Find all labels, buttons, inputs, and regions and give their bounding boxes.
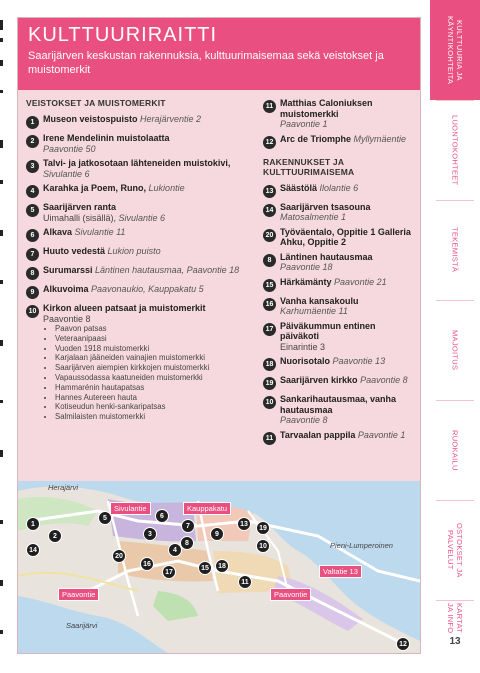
number-marker: 2	[26, 135, 39, 148]
monument-list-item: • Karjalaan jääneiden vainajien muistomerkki	[55, 353, 209, 363]
item-name: Surumarssi	[43, 265, 93, 275]
item-text	[280, 356, 385, 367]
sidebar-tab-label: KARTAT JA INFO	[446, 602, 464, 634]
number-marker: 12	[263, 136, 276, 149]
building-item[interactable]	[263, 394, 415, 426]
sidebar-tab-label: MAJOITUS	[450, 329, 460, 371]
item-name: Tarvaalan pappila	[280, 429, 356, 440]
sidebar-tab[interactable]	[430, 300, 480, 400]
section-title-buildings: RAKENNUKSET JA KULTTUURIMAISEMA	[263, 156, 355, 177]
item-address: Sivulantie 11	[74, 227, 126, 237]
item-address: Läntinen hautausmaa, Paavontie 18	[95, 265, 240, 275]
item-text	[43, 284, 204, 295]
page-header	[18, 18, 420, 90]
number-marker: 16	[263, 298, 276, 311]
map-pin[interactable]: 3	[143, 527, 157, 541]
number-marker: 10	[263, 396, 276, 409]
item-name: Matthias Caloniuksen muistomerkki	[280, 98, 373, 119]
sidebar-tab[interactable]	[430, 200, 480, 300]
building-item[interactable]	[263, 356, 415, 371]
map-pin[interactable]: 16	[140, 557, 154, 571]
building-item[interactable]	[263, 375, 415, 390]
item-name: Läntinen hautausmaa	[280, 251, 373, 262]
map-pin[interactable]: 4	[168, 543, 182, 557]
map-tag-kauppakatu: Kauppakatu	[183, 502, 231, 515]
map-pin[interactable]: 18	[215, 559, 229, 573]
item-address: Paavontie 1	[357, 429, 406, 440]
monument-list-item: • Hannes Autereen hauta	[55, 393, 209, 403]
number-marker: 20	[263, 229, 276, 242]
number-marker: 10	[26, 305, 39, 318]
section-sidebar	[430, 0, 480, 673]
item-note: Uimahalli (sisällä),	[43, 212, 117, 223]
monument-list-item: • Saarijärven aiempien kirkkojen muistomerkki	[55, 363, 209, 373]
monument-list-item: • Veteraanipaasi	[55, 334, 209, 344]
item-name: Kirkon alueen patsaat ja muistomerkit	[43, 303, 206, 313]
number-marker: 17	[263, 323, 276, 336]
page-subtitle: Saarijärven keskustan rakennuksia, kulttuurimaisemaa sekä veistokset ja muistomerkit	[28, 50, 384, 76]
building-item[interactable]	[263, 277, 415, 292]
sidebar-tab-label: OSTOKSET JA PALVELUT	[446, 522, 464, 578]
number-marker: 18	[263, 358, 276, 371]
sculpture-item[interactable]	[26, 265, 266, 280]
number-marker: 11	[263, 432, 276, 445]
building-item[interactable]	[263, 321, 415, 353]
building-item[interactable]	[263, 296, 415, 317]
section-title-sculptures: VEISTOKSET JA MUISTOMERKIT	[26, 98, 166, 108]
culture-trail-card	[17, 17, 421, 654]
item-text	[280, 98, 415, 130]
sculpture-list-continued	[263, 98, 415, 149]
item-address: Lukiontie	[148, 183, 185, 193]
map-label-saarijarvi: Saarijärvi	[66, 621, 98, 630]
tab-divider	[436, 400, 474, 401]
item-text	[43, 133, 170, 154]
item-text	[43, 114, 201, 125]
item-name: Irene Mendelinin muistolaatta	[43, 133, 170, 143]
map-label-herajarvi: Herajärvi	[48, 483, 79, 492]
item-text	[280, 394, 415, 426]
item-text	[280, 202, 415, 223]
sculpture-item[interactable]	[26, 284, 266, 299]
sidebar-tab[interactable]	[430, 100, 480, 200]
sculpture-item[interactable]	[263, 98, 415, 130]
item-name: Alkava	[43, 227, 73, 237]
map-tag-sivulantie: Sivulantie	[110, 502, 151, 515]
map-pin[interactable]: 11	[238, 575, 252, 589]
item-name: Arc de Triomphe	[280, 133, 352, 144]
item-text	[280, 277, 387, 288]
item-name: Saarijärven tsasouna	[280, 201, 371, 212]
building-item[interactable]	[263, 202, 415, 223]
map-label-pieni-lumperoinen: Pieni-Lumperoinen	[330, 541, 393, 550]
item-text	[280, 296, 415, 317]
sculpture-item[interactable]	[26, 114, 266, 129]
sculpture-item[interactable]	[26, 158, 266, 179]
map-pin[interactable]: 14	[26, 543, 40, 557]
item-note: Paavontie 8	[43, 313, 91, 324]
item-address: Paavontie 21	[334, 276, 387, 287]
item-name: Härkämänty	[280, 276, 332, 287]
map-pin[interactable]: 17	[162, 565, 176, 579]
right-column	[263, 98, 415, 449]
sidebar-tab[interactable]	[430, 500, 480, 600]
sculpture-item[interactable]	[263, 134, 415, 149]
item-name: Talvi- ja jatkosotaan lähteneiden muistokivi,	[43, 158, 231, 168]
item-text	[43, 183, 185, 194]
item-address: Sivulantie 6	[43, 168, 90, 179]
item-address: Ilolantie 6	[319, 182, 359, 193]
map-pin[interactable]: 20	[112, 549, 126, 563]
item-text	[43, 202, 165, 223]
tab-divider	[436, 100, 474, 101]
item-name: Alkuvoima	[43, 284, 89, 294]
item-address: Paavontie 18	[280, 262, 333, 272]
monument-list-item: • Vuoden 1918 muistomerkki	[55, 344, 209, 354]
number-marker: 7	[26, 248, 39, 261]
tab-divider	[436, 200, 474, 201]
map-pin[interactable]: 1	[26, 517, 40, 531]
monument-list-item: • Hammarénin hautapatsas	[55, 383, 209, 393]
item-text	[280, 321, 415, 353]
monument-list-item: • Kotiseudun henki-sankaripatsas	[55, 402, 209, 412]
sculpture-item[interactable]	[26, 303, 266, 422]
item-address: Paavontie 13	[332, 356, 386, 366]
map-pin[interactable]: 2	[48, 529, 62, 543]
number-marker: 6	[26, 229, 39, 242]
item-name: Museon veistospuisto	[43, 114, 138, 124]
sidebar-tab-label: TEKEMISTÄ	[450, 227, 460, 273]
map-pin[interactable]: 5	[98, 511, 112, 525]
sculpture-item[interactable]	[26, 183, 266, 198]
item-text	[280, 430, 405, 441]
building-item[interactable]	[263, 227, 415, 248]
map-pin[interactable]: 7	[181, 519, 195, 533]
item-address: Paavontie 8	[280, 415, 328, 425]
item-text	[43, 227, 125, 238]
sculpture-item[interactable]	[26, 246, 266, 261]
item-address: Herajärventie 2	[140, 114, 202, 124]
left-column	[26, 98, 266, 426]
map-pin[interactable]: 8	[180, 536, 194, 550]
number-marker: 5	[26, 204, 39, 217]
sidebar-tab[interactable]	[430, 0, 480, 100]
item-address: Karhumäentie 11	[280, 306, 348, 316]
number-marker: 11	[263, 100, 276, 113]
map-tag-paavontie: Paavontie	[58, 588, 99, 601]
item-address: Paavontie 1	[280, 119, 328, 129]
map-pin[interactable]: 12	[396, 637, 410, 651]
item-text	[43, 246, 161, 257]
number-marker: 3	[26, 160, 39, 173]
building-list	[263, 183, 415, 445]
number-marker: 8	[263, 254, 276, 267]
item-text	[280, 134, 406, 145]
monument-list-item: • Paavon patsas	[55, 324, 209, 334]
page-title: KULTTUURIRAITTI	[28, 24, 218, 46]
item-address: Sivulantie 6	[118, 212, 166, 223]
item-text	[43, 158, 266, 179]
item-name: Säästölä	[280, 182, 318, 193]
item-address: Lukion puisto	[107, 246, 161, 256]
map-pin[interactable]: 6	[155, 509, 169, 523]
item-text	[280, 227, 415, 248]
monument-list	[43, 324, 209, 422]
map-tag-valtatie-13: Valtatie 13	[319, 565, 362, 578]
item-name: Nuorisotalo	[280, 356, 331, 366]
map-pin[interactable]: 19	[256, 521, 270, 535]
edge-marks	[0, 20, 4, 660]
number-marker: 14	[263, 204, 276, 217]
tab-divider	[436, 600, 474, 601]
item-text	[280, 183, 358, 194]
map-pin[interactable]: 9	[210, 527, 224, 541]
map-pin[interactable]: 10	[256, 539, 270, 553]
number-marker: 4	[26, 185, 39, 198]
sculpture-item[interactable]	[26, 227, 266, 242]
number-marker: 19	[263, 377, 276, 390]
number-marker: 8	[26, 267, 39, 280]
item-name: Vanha kansakoulu	[280, 295, 359, 306]
sidebar-tab[interactable]	[430, 400, 480, 500]
map-tag-paavontie-east: Paavontie	[270, 588, 311, 601]
number-marker: 15	[263, 279, 276, 292]
tab-divider	[436, 500, 474, 501]
item-name: Työväentalo, Oppitie 1 Galleria Ahku, Oppitie 2	[280, 226, 411, 247]
number-marker: 9	[26, 286, 39, 299]
item-address: Paavonaukio, Kauppakatu 5	[91, 284, 204, 294]
item-name: Sankarihautausmaa, vanha hautausmaa	[280, 394, 397, 415]
sidebar-tab[interactable]	[430, 600, 480, 636]
sculpture-item[interactable]	[26, 202, 266, 223]
map-pin[interactable]: 13	[237, 517, 251, 531]
sculpture-item[interactable]	[26, 133, 266, 154]
item-name: Huuto vedestä	[43, 246, 106, 256]
item-text	[280, 252, 415, 273]
item-address: Myllymäentie	[353, 133, 407, 144]
number-marker: 1	[26, 116, 39, 129]
item-name: Saarijärven ranta	[43, 202, 117, 212]
monument-list-item: • Salmilaisten muistomerkki	[55, 412, 209, 422]
monument-list-item: • Vapaussodassa kaatuneiden muistomerkki	[55, 373, 209, 383]
item-text	[280, 375, 408, 386]
building-item[interactable]	[263, 183, 415, 198]
sidebar-tab-label: KULTTUURIA JA KÄYNTIKOHTEITA	[446, 15, 464, 85]
sidebar-tab-label: LUONTOKOHTEET	[450, 114, 460, 186]
item-text	[43, 303, 209, 422]
building-item[interactable]	[263, 252, 415, 273]
map-pin[interactable]: 15	[198, 561, 212, 575]
building-item[interactable]	[263, 430, 415, 445]
item-name: Saarijärven kirkko	[280, 375, 358, 385]
item-note: Einarintie 3	[280, 341, 326, 352]
item-address: Paavontie 8	[360, 375, 408, 385]
tab-divider	[436, 300, 474, 301]
item-text	[43, 265, 239, 276]
item-name: Karahka ja Poem, Runo,	[43, 183, 147, 193]
area-map[interactable]	[18, 481, 420, 653]
item-name: Päiväkummun entinen päiväkoti	[280, 320, 376, 341]
sidebar-tab-label: RUOKAILU	[450, 429, 460, 471]
item-address: Paavontie 50	[43, 143, 96, 154]
sculpture-list	[26, 114, 266, 422]
page-number: 13	[449, 636, 461, 647]
item-address: Matosalmentie 1	[280, 212, 347, 222]
number-marker: 13	[263, 185, 276, 198]
